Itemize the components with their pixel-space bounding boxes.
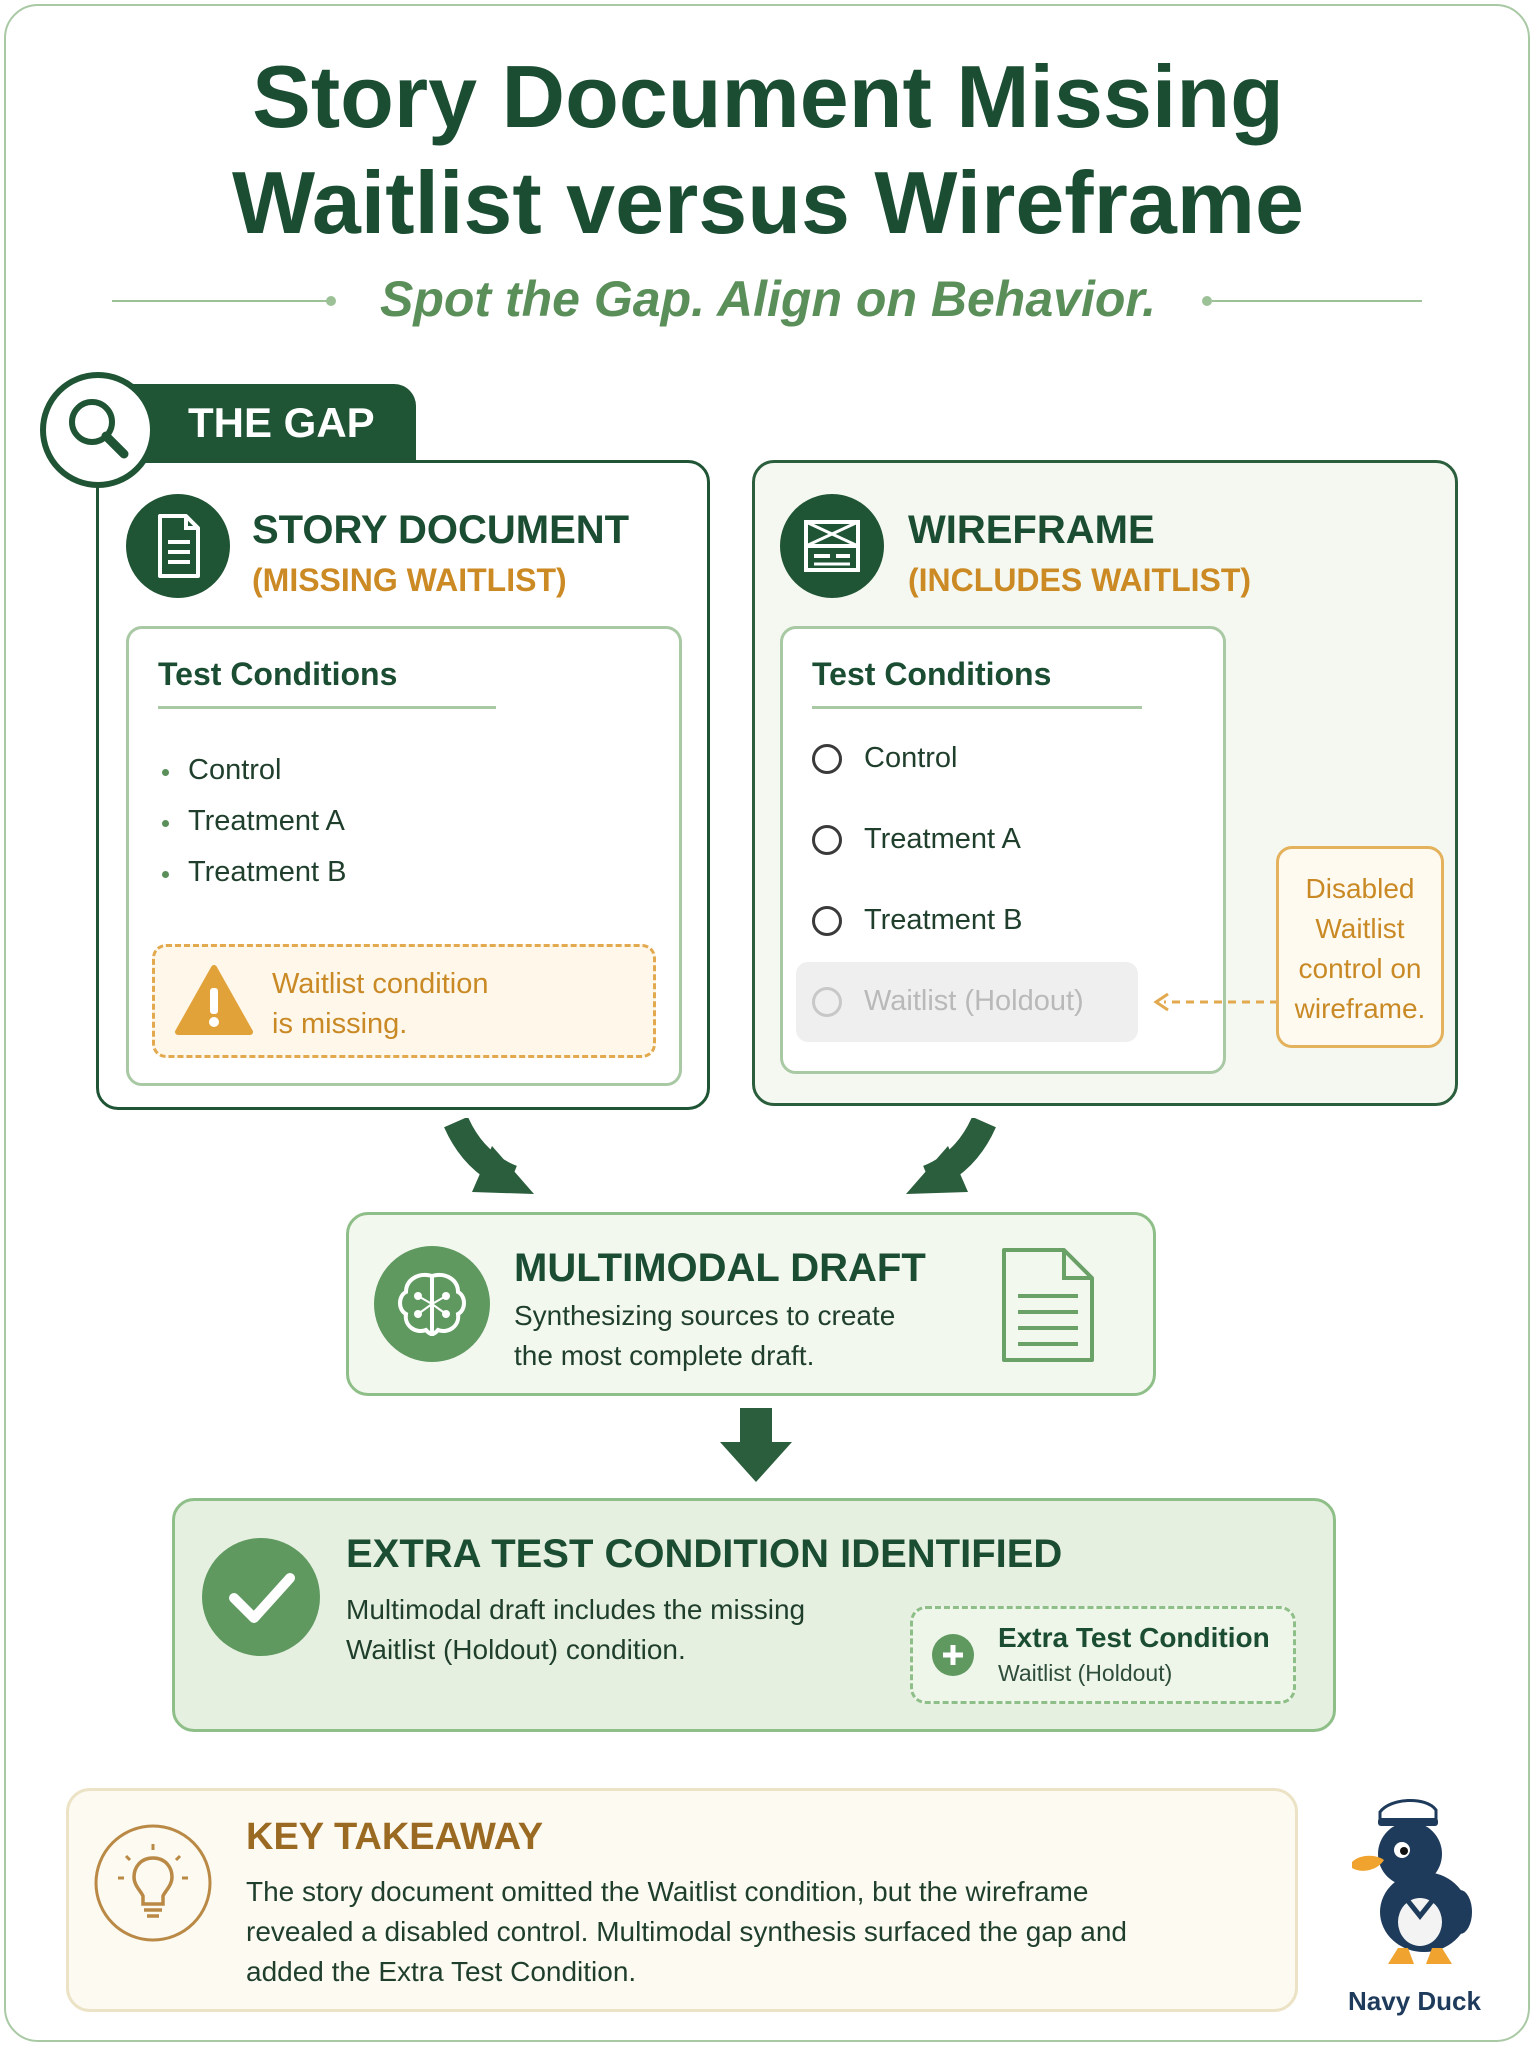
story-conditions-heading: Test Conditions	[158, 656, 398, 692]
magnifier-icon	[40, 372, 156, 488]
extra-condition-description	[346, 1590, 805, 1670]
takeaway-line: revealed a disabled control. Multimodal synthesis surfaced the gap and	[246, 1916, 1127, 1947]
brain-icon	[374, 1246, 490, 1362]
story-condition-item: Treatment B	[188, 856, 347, 888]
extra-condition-title: EXTRA TEST CONDITION IDENTIFIED	[346, 1532, 1063, 1576]
document-icon	[126, 494, 230, 598]
plus-icon	[932, 1634, 974, 1676]
extra-line: Multimodal draft includes the missing	[346, 1594, 806, 1625]
radio-treatment-b[interactable]	[812, 906, 842, 936]
note-line: wireframe.	[1294, 993, 1426, 1024]
takeaway-line: added the Extra Test Condition.	[246, 1956, 637, 1987]
lightbulb-icon	[92, 1822, 214, 1949]
arrow-down-right	[440, 1118, 540, 1198]
warning-line: Waitlist condition	[272, 968, 489, 1000]
dashed-pointer-arrow	[1150, 990, 1280, 1014]
draft-line: Synthesizing sources to create	[514, 1300, 896, 1331]
mascot-label: Navy Duck	[1348, 1986, 1481, 2016]
draft-line: the most complete draft.	[514, 1340, 815, 1371]
radio-label: Treatment B	[864, 904, 1023, 936]
subtitle-dot-right	[1202, 296, 1212, 306]
missing-warning-text	[272, 964, 489, 1044]
wireframe-title: WIREFRAME	[908, 508, 1155, 552]
story-document-subtitle: (MISSING WAITLIST)	[252, 562, 567, 598]
note-line: Waitlist	[1315, 913, 1405, 944]
title-line-1: Story Document Missing	[252, 47, 1284, 146]
wireframe-icon	[780, 494, 884, 598]
warning-icon	[174, 964, 254, 1043]
extra-line: Waitlist (Holdout) condition.	[346, 1634, 686, 1665]
badge-title: Extra Test Condition	[998, 1622, 1270, 1653]
subtitle-rule-right	[1212, 300, 1422, 302]
takeaway-line: The story document omitted the Waitlist condition, but the wireframe	[246, 1876, 1089, 1907]
radio-treatment-a[interactable]	[812, 825, 842, 855]
radio-label: Treatment A	[864, 823, 1021, 855]
page-title	[0, 44, 1536, 256]
wireframe-conditions-heading: Test Conditions	[812, 656, 1052, 692]
checkmark-icon	[202, 1538, 320, 1656]
story-condition-item: Control	[188, 754, 282, 786]
subtitle: Spot the Gap. Align on Behavior.	[380, 271, 1156, 327]
takeaway-text	[246, 1872, 1127, 1992]
wireframe-subtitle: (INCLUDES WAITLIST)	[908, 562, 1252, 598]
takeaway-title: KEY TAKEAWAY	[246, 1816, 544, 1858]
story-document-title: STORY DOCUMENT	[252, 508, 630, 552]
draft-title: MULTIMODAL DRAFT	[514, 1246, 926, 1290]
wireframe-conditions-underline	[812, 706, 1142, 709]
draft-description	[514, 1296, 895, 1376]
story-conditions-underline	[158, 706, 496, 709]
disabled-control-note	[1276, 846, 1444, 1048]
bullet-dot	[162, 769, 169, 776]
bullet-dot	[162, 820, 169, 827]
title-line-2: Waitlist versus Wireframe	[232, 153, 1304, 252]
radio-waitlist-disabled	[812, 987, 842, 1017]
badge-subtitle: Waitlist (Holdout)	[998, 1660, 1173, 1686]
story-condition-item: Treatment A	[188, 805, 345, 837]
radio-control[interactable]	[812, 744, 842, 774]
arrow-down-left	[900, 1118, 1000, 1198]
gap-label: THE GAP	[188, 399, 375, 446]
warning-line: is missing.	[272, 1008, 408, 1040]
note-line: Disabled	[1305, 873, 1415, 904]
note-line: control on	[1298, 953, 1422, 984]
arrow-down	[716, 1408, 796, 1484]
draft-document-icon	[1000, 1246, 1096, 1369]
navy-duck-mascot	[1340, 1784, 1490, 1979]
radio-label: Control	[864, 742, 958, 774]
bullet-dot	[162, 871, 169, 878]
radio-label-disabled: Waitlist (Holdout)	[864, 985, 1084, 1017]
